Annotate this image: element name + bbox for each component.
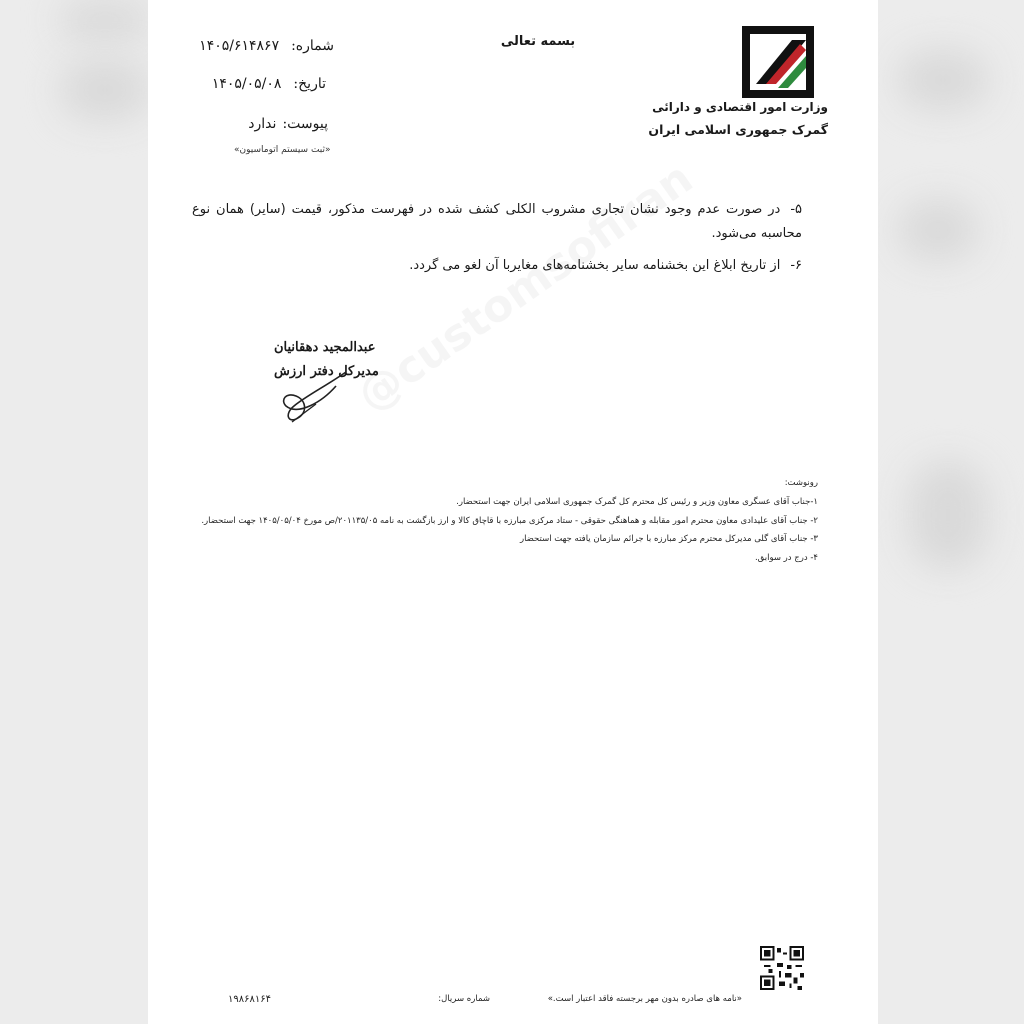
cc-item: ۳- جناب آقای گلی مدیرکل محترم مرکز مبارزه با جرائم سازمان یافته جهت استحضار — [519, 534, 818, 544]
serial-label: شماره سریال: — [438, 994, 490, 1004]
letter-page — [148, 0, 878, 1024]
validity-note: «نامه های صادره بدون مهر برجسته فاقد اعتبار است.» — [547, 994, 742, 1004]
cc-item: ۱-جناب آقای عسگری معاون وزیر و رئیس کل محترم کل گمرک جمهوری اسلامی ایران جهت استحضار. — [456, 497, 818, 507]
cc-heading: رونوشت: — [784, 478, 818, 488]
ministry-name: وزارت امور اقتصادی و دارائی — [652, 100, 828, 114]
cc-item: ۴- درج در سوابق. — [754, 553, 818, 563]
letter-attachment: پیوست:ندارد — [248, 116, 328, 132]
registry-note: «ثبت سیستم اتوماسیون» — [234, 145, 331, 155]
letter-number: شماره:۱۴۰۵/۶۱۴۸۶۷ — [199, 38, 334, 54]
besmellah-heading: بسمه تعالی — [500, 34, 576, 49]
left-blur-margin — [0, 0, 148, 1024]
customs-logo-icon — [742, 26, 814, 98]
serial-number: ۱۹۸۶۸۱۶۴ — [228, 994, 271, 1005]
right-blur-margin — [878, 0, 1024, 1024]
signatory-title: مدیرکل دفتر ارزش — [274, 364, 379, 379]
letter-date: تاریخ:۱۴۰۵/۰۵/۰۸ — [211, 76, 326, 92]
qr-code-icon — [760, 946, 804, 990]
paragraph-5: ۵-در صورت عدم وجود نشان تجاری مشروب الکلی کشف شده در فهرست مذکور، قیمت (سایر) همان نوع محاسبه می‌شود. — [192, 202, 802, 241]
paragraph-6: ۶-از تاریخ ابلاغ این بخشنامه سایر بخشنامه‌های مغایربا آن لغو می گردد. — [409, 258, 802, 273]
handwritten-signature — [276, 366, 356, 428]
customs-name: گمرک جمهوری اسلامی ایران — [648, 122, 828, 137]
cc-item: ۲- جناب آقای علیدادی معاون محترم امور مقابله و هماهنگی حقوقی - ستاد مرکزی مبارزه با قاچاق کالا و ارز بازگشت به نامه ۲۰۱۱۳۵/۰۵/ص مورخ ۱۴۰۵/۰۵/۰۴ جهت استحضار. — [201, 516, 818, 526]
signatory-name: عبدالمجید دهقانیان — [274, 340, 376, 355]
watermark — [348, 153, 702, 422]
